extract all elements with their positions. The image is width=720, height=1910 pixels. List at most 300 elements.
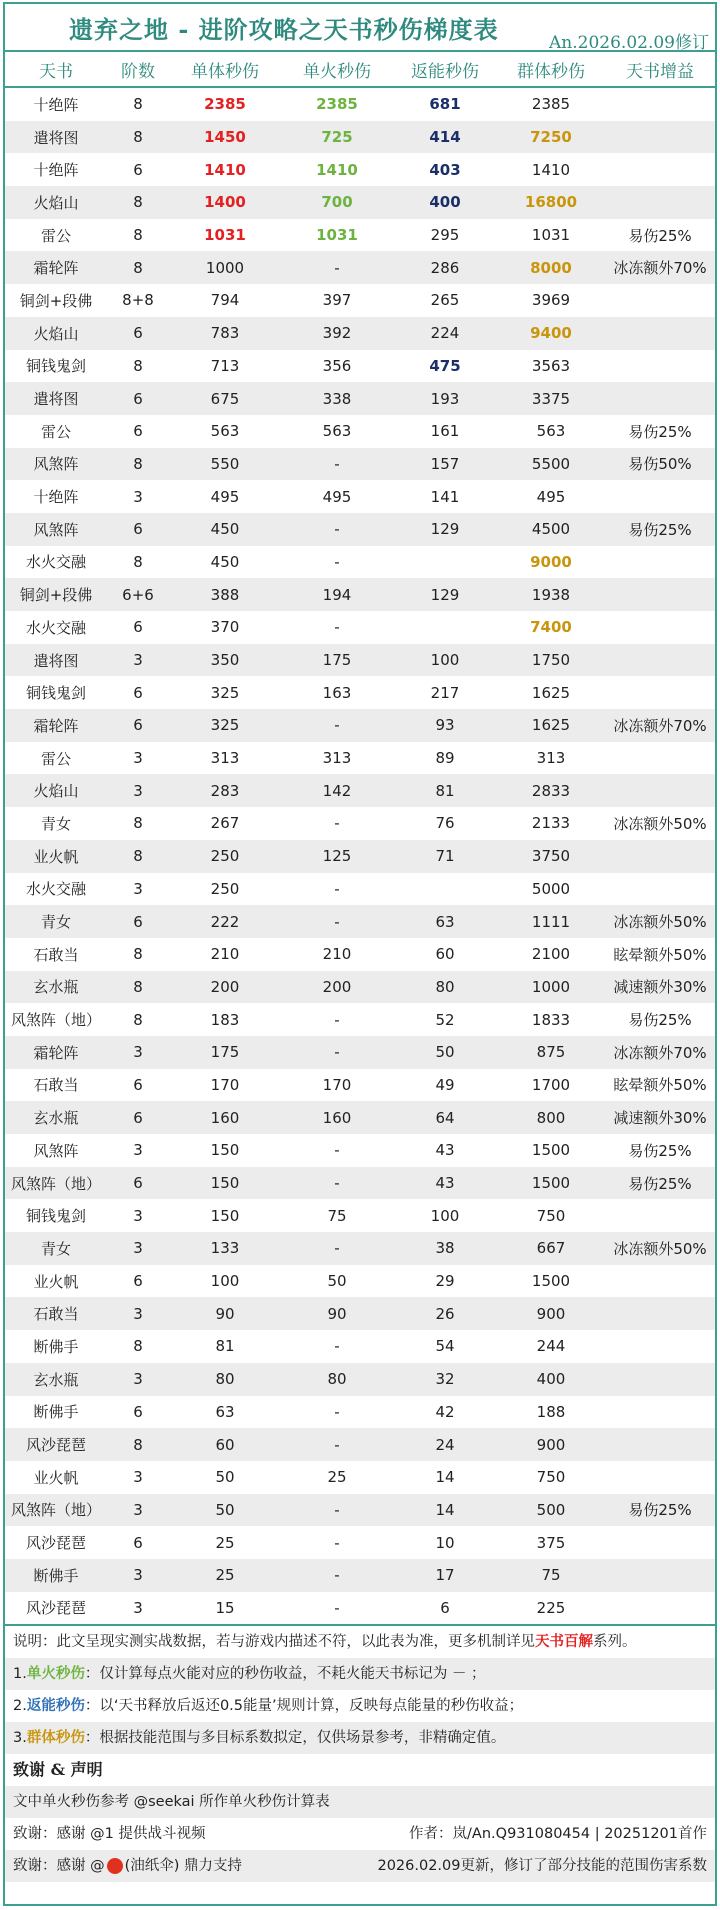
cell-tier: 6 (133, 1075, 143, 1094)
cell-single-dps: 100 (210, 1272, 240, 1291)
cell-energy-dps: 681 (429, 95, 461, 114)
cell-group-dps: 2100 (531, 945, 571, 964)
cell-energy-dps: 54 (435, 1337, 455, 1356)
cell-bonus (605, 382, 715, 415)
cell-group-dps: 563 (536, 422, 566, 441)
header-fire-dps: 单火秒伤 (281, 52, 393, 87)
note-1 (5, 1658, 715, 1690)
cell-group-dps: 875 (497, 1036, 605, 1069)
cell-tier: 3 (107, 1559, 169, 1592)
table-row (5, 676, 715, 709)
cell-bonus (605, 1363, 715, 1396)
cell-bonus: 易伤50% (605, 448, 715, 481)
thanks-heading-line (5, 1754, 715, 1786)
cell-fire-dps: 160 (281, 1101, 393, 1134)
cell-single-dps: 783 (169, 317, 281, 350)
cell-bonus (605, 1199, 715, 1232)
cell-single-dps: 15 (215, 1598, 235, 1617)
table-row (5, 1428, 715, 1461)
cell-bonus (605, 284, 715, 317)
cell-fire-dps: 50 (327, 1272, 347, 1291)
cell-group-dps: 1625 (531, 683, 571, 702)
cell-book: 火焰山 (5, 317, 107, 350)
cell-bonus: 减速额外30% (605, 1101, 715, 1134)
cell-tier: 6 (133, 160, 143, 179)
cell-fire-dps: - (281, 448, 393, 481)
cell-book: 风煞阵 (5, 513, 107, 546)
cell-energy-dps: 42 (435, 1402, 455, 1421)
cell-book: 雷公 (40, 226, 71, 245)
cell-energy-dps: 80 (393, 971, 497, 1004)
note-3-text: ：根据技能范围与多目标系数拟定，仅供场景参考，非精确定值。 (84, 1730, 506, 1747)
cell-single-dps: 2385 (204, 95, 246, 114)
cell-fire-dps: 194 (281, 578, 393, 611)
cell-group-dps: 2833 (497, 774, 605, 807)
cell-tier: 3 (133, 1598, 143, 1617)
cell-book: 风煞阵（地） (5, 1494, 107, 1527)
cell-book: 业火帆 (33, 1272, 79, 1291)
table-row (5, 1265, 715, 1298)
cell-single-dps: 675 (169, 382, 281, 415)
note-3-number: 3. (13, 1730, 27, 1747)
cell-bonus: 易伤25% (605, 513, 715, 546)
cell-fire-dps: 90 (281, 1297, 393, 1330)
cell-group-dps: 225 (536, 1598, 566, 1617)
cell-tier: 6 (107, 1101, 169, 1134)
note-2-label: 返能秒伤 (26, 1698, 85, 1715)
cell-fire-dps: 2385 (316, 95, 358, 114)
cell-book: 铜钱鬼剑 (25, 357, 86, 376)
cell-bonus (605, 676, 715, 709)
cell-energy-dps: 100 (393, 644, 497, 677)
cell-book: 遣将图 (5, 382, 107, 415)
cell-bonus (605, 121, 715, 154)
cell-bonus (605, 873, 715, 906)
cell-single-dps: 80 (169, 1363, 281, 1396)
cell-fire-dps: 563 (322, 422, 352, 441)
cell-single-dps: 1000 (169, 251, 281, 284)
cell-group-dps: 9000 (530, 552, 572, 571)
table-row (5, 87, 715, 121)
cell-bonus: 眩晕额外50% (613, 945, 707, 964)
cell-tier: 3 (133, 487, 143, 506)
table-row (5, 1167, 715, 1200)
table-row (5, 1134, 715, 1167)
cell-fire-dps: 725 (281, 121, 393, 154)
cell-group-dps: 3563 (531, 356, 571, 375)
cell-group-dps: 9400 (497, 317, 605, 350)
cell-fire-dps: 1031 (316, 226, 358, 245)
cell-fire-dps: - (281, 905, 393, 938)
cell-group-dps: 313 (536, 749, 566, 768)
cell-energy-dps: 49 (435, 1075, 455, 1094)
cell-group-dps: 800 (497, 1101, 605, 1134)
note-3 (5, 1722, 715, 1754)
cell-energy-dps: 129 (393, 578, 497, 611)
cell-fire-dps: - (334, 879, 340, 898)
cell-energy-dps: 24 (393, 1428, 497, 1461)
cell-single-dps: 25 (169, 1559, 281, 1592)
cell-group-dps: 1500 (531, 1141, 571, 1160)
cell-energy-dps: 217 (430, 683, 460, 702)
cell-tier: 8 (133, 226, 143, 245)
cell-bonus (605, 1297, 715, 1330)
cell-tier: 3 (133, 1206, 143, 1225)
cell-book: 雷公 (40, 422, 71, 441)
table-row (5, 1592, 715, 1625)
table-row (5, 742, 715, 775)
cell-single-dps: 175 (169, 1036, 281, 1069)
cell-tier: 8 (133, 95, 143, 114)
cell-group-dps: 7250 (497, 121, 605, 154)
cell-book: 霜轮阵 (5, 709, 107, 742)
cell-group-dps: 1833 (531, 1010, 571, 1029)
update-note: 2026.02.09更新，修订了部分技能的范围伤害系数 (377, 1858, 707, 1875)
cell-single-dps: 150 (169, 1167, 281, 1200)
cell-bonus (605, 1396, 715, 1429)
cell-group-dps: 750 (536, 1206, 566, 1225)
cell-bonus (605, 153, 715, 186)
cell-tier: 6 (107, 1167, 169, 1200)
note-intro-text: 说明：此文呈现实测实战数据，若与游戏内描述不符，以此表为准，更多机制详见 (13, 1634, 535, 1651)
cell-book: 十绝阵 (33, 161, 79, 180)
cell-single-dps: 495 (210, 487, 240, 506)
thanks-text-2: 致谢：感谢 @1 提供战斗视频 (13, 1826, 206, 1843)
cell-group-dps: 2385 (531, 95, 571, 114)
cell-energy-dps: 71 (393, 840, 497, 873)
cell-tier: 8 (107, 251, 169, 284)
table-row (5, 709, 715, 742)
table-row (5, 1297, 715, 1330)
table-row (5, 350, 715, 383)
cell-single-dps: 81 (215, 1337, 235, 1356)
note-intro-link: 天书百解 (535, 1634, 593, 1651)
cell-book: 水火交融 (25, 880, 86, 899)
thanks-line-2 (5, 1818, 715, 1850)
cell-energy-dps: 141 (430, 487, 460, 506)
cell-single-dps: 200 (169, 971, 281, 1004)
cell-single-dps: 250 (210, 879, 240, 898)
table-row (5, 1330, 715, 1363)
cell-single-dps: 267 (210, 814, 240, 833)
cell-tier: 8 (107, 840, 169, 873)
cell-group-dps: 3375 (497, 382, 605, 415)
cell-group-dps: 2133 (531, 814, 571, 833)
thanks-heading: 致谢 & 声明 (13, 1760, 103, 1780)
table-row (5, 807, 715, 840)
cell-fire-dps: 356 (322, 356, 352, 375)
cell-single-dps: 222 (169, 905, 281, 938)
cell-tier: 3 (133, 879, 143, 898)
table-row (5, 121, 715, 154)
cell-book: 铜钱鬼剑 (25, 684, 86, 703)
cell-tier: 6 (107, 905, 169, 938)
table-row (5, 1003, 715, 1036)
cell-bonus (605, 1330, 715, 1363)
cell-book: 雷公 (40, 749, 71, 768)
cell-fire-dps: - (281, 1232, 393, 1265)
cell-tier: 8 (133, 1337, 143, 1356)
cell-group-dps: 1750 (497, 644, 605, 677)
note-2-number: 2. (13, 1698, 27, 1715)
header-energy-dps: 返能秒伤 (393, 52, 497, 87)
cell-energy-dps: 224 (393, 317, 497, 350)
cell-fire-dps: 125 (281, 840, 393, 873)
cell-bonus (605, 1592, 715, 1625)
cell-book: 遣将图 (5, 121, 107, 154)
cell-fire-dps: - (281, 1167, 393, 1200)
cell-energy-dps: 38 (393, 1232, 497, 1265)
cell-single-dps: 713 (210, 356, 240, 375)
cell-book: 风煞阵（地） (5, 1167, 107, 1200)
cell-energy-dps: 93 (393, 709, 497, 742)
thanks-text-3 (13, 1850, 242, 1882)
cell-group-dps: 500 (497, 1494, 605, 1527)
table-body (5, 87, 715, 1624)
cell-bonus: 冰冻额外50% (613, 814, 707, 833)
cell-energy-dps: 10 (435, 1533, 455, 1552)
cell-energy-dps: 403 (429, 160, 461, 179)
cell-fire-dps: 200 (281, 971, 393, 1004)
cell-energy-dps: 52 (435, 1010, 455, 1029)
cell-fire-dps: - (281, 251, 393, 284)
cell-bonus: 易伤25% (628, 1141, 692, 1160)
cell-fire-dps: 700 (281, 186, 393, 219)
cell-bonus: 冰冻额外70% (605, 1036, 715, 1069)
cell-group-dps: 1500 (497, 1167, 605, 1200)
cell-bonus: 减速额外30% (605, 971, 715, 1004)
thanks-text-3a: 致谢：感谢 @ (13, 1858, 105, 1875)
cell-single-dps: 50 (169, 1494, 281, 1527)
cell-single-dps: 210 (210, 945, 240, 964)
cell-group-dps: 1500 (531, 1272, 571, 1291)
table-row (5, 644, 715, 677)
cell-book: 玄水瓶 (5, 1363, 107, 1396)
cell-single-dps: 388 (169, 578, 281, 611)
cell-tier: 6 (133, 618, 143, 637)
cell-energy-dps: 50 (393, 1036, 497, 1069)
damage-table (5, 52, 715, 1624)
cell-bonus: 冰冻额外50% (605, 905, 715, 938)
cell-group-dps: 900 (497, 1428, 605, 1461)
table-row (5, 284, 715, 317)
apple-icon (107, 1858, 123, 1874)
thanks-line-3 (5, 1850, 715, 1882)
cell-bonus (605, 546, 715, 579)
cell-single-dps: 350 (169, 644, 281, 677)
cell-book: 遣将图 (5, 644, 107, 677)
cell-energy-dps: 60 (435, 945, 455, 964)
cell-energy-dps: 63 (393, 905, 497, 938)
table-row (5, 938, 715, 971)
cell-book: 石敢当 (33, 945, 79, 964)
table-row (5, 1559, 715, 1592)
cell-fire-dps: 163 (322, 683, 352, 702)
cell-bonus (605, 578, 715, 611)
cell-fire-dps: - (334, 1010, 340, 1029)
table-row (5, 480, 715, 513)
cell-tier: 3 (107, 644, 169, 677)
cell-energy-dps: 265 (430, 291, 460, 310)
cell-bonus (605, 87, 715, 121)
cell-single-dps: 133 (169, 1232, 281, 1265)
header-bonus: 天书增益 (605, 52, 715, 87)
cell-tier: 8 (133, 552, 143, 571)
cell-fire-dps: - (281, 1559, 393, 1592)
table-row (5, 1494, 715, 1527)
cell-group-dps: 3750 (497, 840, 605, 873)
cell-book: 青女 (40, 814, 71, 833)
cell-fire-dps: 142 (281, 774, 393, 807)
cell-fire-dps: - (334, 1402, 340, 1421)
cell-tier: 6 (107, 709, 169, 742)
cell-book: 玄水瓶 (5, 971, 107, 1004)
cell-fire-dps: - (334, 1598, 340, 1617)
cell-single-dps: 90 (169, 1297, 281, 1330)
cell-tier: 8 (107, 121, 169, 154)
cell-bonus (605, 1265, 715, 1298)
thanks-text-3b: (油纸伞) 鼎力支持 (124, 1858, 243, 1875)
table-row (5, 153, 715, 186)
cell-energy-dps: 100 (430, 1206, 460, 1225)
cell-single-dps: 313 (210, 749, 240, 768)
table-row (5, 611, 715, 644)
table-row (5, 971, 715, 1004)
cell-book: 风煞阵 (5, 448, 107, 481)
note-1-text: ：仅计算每点火能对应的秒伤收益，不耗火能天书标记为 － ； (84, 1666, 486, 1683)
cell-energy-dps: 129 (393, 513, 497, 546)
table-row (5, 1199, 715, 1232)
cell-book: 石敢当 (33, 1076, 79, 1095)
cell-book: 青女 (5, 905, 107, 938)
cell-tier: 6 (107, 513, 169, 546)
table-row (5, 1036, 715, 1069)
cell-tier: 6 (133, 1272, 143, 1291)
cell-group-dps: 1938 (497, 578, 605, 611)
title-bar (5, 4, 715, 52)
cell-tier: 6 (133, 1533, 143, 1552)
cell-energy-dps: 400 (393, 186, 497, 219)
table-row (5, 840, 715, 873)
table-row (5, 774, 715, 807)
cell-bonus: 易伤25% (628, 226, 692, 245)
cell-fire-dps: - (334, 1141, 340, 1160)
cell-fire-dps: 1410 (316, 160, 358, 179)
thanks-text-1: 文中单火秒伤参考 @seekai 所作单火秒伤计算表 (13, 1794, 330, 1811)
cell-single-dps: 450 (210, 552, 240, 571)
cell-group-dps: 75 (497, 1559, 605, 1592)
cell-single-dps: 60 (169, 1428, 281, 1461)
cell-energy-dps: 295 (430, 226, 460, 245)
cell-fire-dps: - (334, 1337, 340, 1356)
table-row (5, 546, 715, 579)
cell-book: 火焰山 (5, 774, 107, 807)
cell-energy-dps: 14 (393, 1494, 497, 1527)
table-row (5, 382, 715, 415)
cell-group-dps: 16800 (497, 186, 605, 219)
cell-tier: 8 (107, 1428, 169, 1461)
cell-book: 业火帆 (5, 840, 107, 873)
cell-bonus: 易伤25% (605, 1494, 715, 1527)
cell-bonus: 冰冻额外50% (605, 1232, 715, 1265)
cell-fire-dps: 392 (281, 317, 393, 350)
cell-fire-dps: 80 (281, 1363, 393, 1396)
cell-fire-dps: - (334, 1533, 340, 1552)
cell-bonus: 易伤25% (628, 422, 692, 441)
cell-bonus (605, 644, 715, 677)
cell-energy-dps: 89 (435, 749, 455, 768)
cell-group-dps: 400 (497, 1363, 605, 1396)
cell-tier: 6 (107, 382, 169, 415)
cell-tier: 3 (133, 749, 143, 768)
cell-book: 火焰山 (5, 186, 107, 219)
cell-tier: 8 (107, 448, 169, 481)
cell-energy-dps: 76 (435, 814, 455, 833)
cell-group-dps: 375 (536, 1533, 566, 1552)
table-row (5, 1069, 715, 1102)
cell-fire-dps: 338 (281, 382, 393, 415)
cell-energy-dps: 29 (435, 1272, 455, 1291)
cell-group-dps: 495 (536, 487, 566, 506)
cell-fire-dps: - (281, 1036, 393, 1069)
header-tier: 阶数 (107, 52, 169, 87)
thanks-line-1 (5, 1786, 715, 1818)
cell-single-dps: 1450 (169, 121, 281, 154)
table-row (5, 1232, 715, 1265)
cell-book: 铜钱鬼剑 (25, 1207, 86, 1226)
cell-energy-dps: 32 (393, 1363, 497, 1396)
cell-single-dps: 170 (210, 1075, 240, 1094)
cell-bonus (605, 1526, 715, 1559)
cell-single-dps: 25 (215, 1533, 235, 1552)
cell-bonus (605, 1461, 715, 1494)
cell-single-dps: 63 (215, 1402, 235, 1421)
header-book: 天书 (5, 52, 107, 87)
table-row (5, 873, 715, 906)
cell-group-dps: 900 (497, 1297, 605, 1330)
cell-single-dps: 250 (169, 840, 281, 873)
cell-tier: 8 (133, 814, 143, 833)
cell-single-dps: 1400 (169, 186, 281, 219)
cell-bonus (605, 742, 715, 775)
cell-tier: 6 (133, 422, 143, 441)
cell-group-dps: 244 (536, 1337, 566, 1356)
cell-single-dps: 794 (210, 291, 240, 310)
cell-single-dps: 1031 (204, 226, 246, 245)
cell-group-dps: 1031 (531, 226, 571, 245)
cell-energy-dps: 193 (393, 382, 497, 415)
cell-tier: 8 (133, 1010, 143, 1029)
cell-bonus (605, 480, 715, 513)
cell-tier: 3 (107, 1232, 169, 1265)
cell-fire-dps: 170 (322, 1075, 352, 1094)
page-title: 遗弃之地 - 进阶攻略之天书秒伤梯度表 (69, 15, 499, 44)
cell-single-dps: 550 (169, 448, 281, 481)
cell-energy-dps: 161 (430, 422, 460, 441)
cell-tier: 8 (107, 186, 169, 219)
cell-energy-dps: 43 (393, 1167, 497, 1200)
table-row (5, 513, 715, 546)
cell-energy-dps: 81 (393, 774, 497, 807)
cell-book: 十绝阵 (33, 95, 79, 114)
cell-tier: 6 (107, 317, 169, 350)
table-row (5, 448, 715, 481)
cell-tier: 3 (107, 1036, 169, 1069)
table-row (5, 251, 715, 284)
cell-bonus (605, 350, 715, 383)
cell-tier: 6 (133, 683, 143, 702)
cell-energy-dps: 414 (393, 121, 497, 154)
